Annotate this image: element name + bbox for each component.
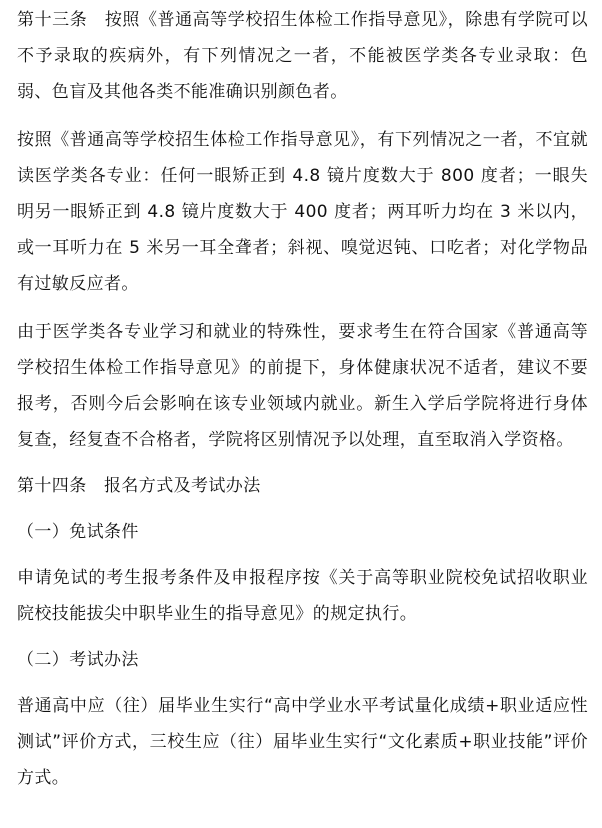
- article-14-heading: 第十四条 报名方式及考试办法: [17, 476, 261, 496]
- exam-method-paragraph: 普通高中应（往）届毕业生实行“高中学业水平考试量化成绩+职业适应性测试”评价方式，三校生应（往）届毕业生实行“文化素质+职业技能”评价方式。: [17, 696, 588, 788]
- exemption-conditions-heading: （一）免试条件: [17, 522, 139, 542]
- unsuitable-conditions-paragraph: 按照《普通高等学校招生体检工作指导意见》，有下列情况之一者，不宜就读医学类各专业：任何一眼矫正到 4.8 镜片度数大于 800 度者；一眼失明另一眼矫正到 4.8 镜片度数大于 400 度者；两耳听力均在 3 米以内，或一耳听力在 5 米另一耳全聋者；斜视、嗅觉迟钝、口吃者；对化学物品有过敏反应者。: [17, 130, 588, 294]
- article-13-paragraph: 第十三条 按照《普通高等学校招生体检工作指导意见》，除患有学院可以不予录取的疾病外，有下列情况之一者，不能被医学类各专业录取：色弱、色盲及其他各类不能准确识别颜色者。: [17, 10, 588, 102]
- exemption-paragraph: 申请免试的考生报考条件及申报程序按《关于高等职业院校免试招收职业院校技能拔尖中职毕业生的指导意见》的规定执行。: [17, 568, 588, 624]
- health-requirement-paragraph: 由于医学类各专业学习和就业的特殊性，要求考生在符合国家《普通高等学校招生体检工作指导意见》的前提下，身体健康状况不适者，建议不要报考，否则今后会影响在该专业领域内就业。新生入学后学院将进行身体复查，经复查不合格者，学院将区别情况予以处理，直至取消入学资格。: [17, 322, 588, 450]
- exam-method-heading: （二）考试办法: [17, 650, 139, 670]
